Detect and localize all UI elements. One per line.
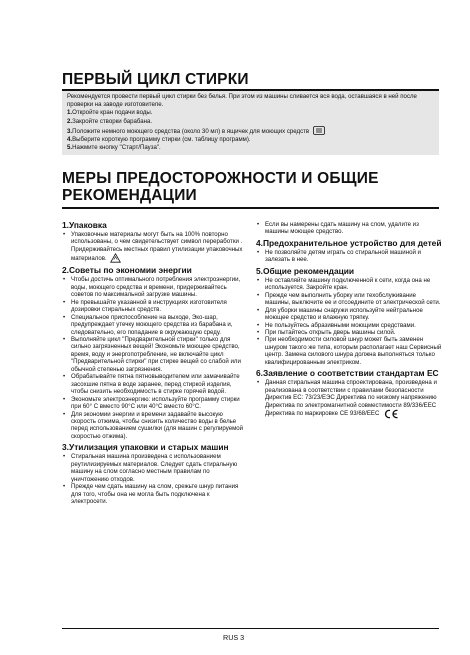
ce-mark-icon [383, 409, 399, 419]
ce-directive-line [256, 409, 442, 419]
disposal-list-continued [256, 221, 442, 236]
detergent-compartment-icon [313, 126, 325, 135]
child-safety-list [256, 249, 442, 264]
list-item: • Обрабатывайте пятна пятновыводителем или замачивайте засохшие пятна в воде заранее, перед стиркой изделия, чтобы снизить необходимость в стирке горячей водой. [62, 373, 244, 395]
step-3: 3.Положите немного моющего средства (около 30 мл) в ящичек для моющих средств [67, 126, 435, 136]
first-wash-title: ПЕРВЫЙ ЦИКЛ СТИРКИ [62, 71, 249, 88]
list-item: • Не оставляйте машину подключенной к сети, когда она не используется. Закройте кран. [256, 277, 442, 292]
list-item: • Прежде чем сдать машину на слом, срежьте шнур питания для того, чтобы она не могла быть подключена к электросети. [62, 483, 244, 505]
list-item: • Данная стиральная машина спроектирована, произведена и реализована в соответствии с правилами безопасности Директив ЕС: 73/23/ЕЭС Директива по низкому напряжению [256, 379, 442, 401]
section-general-title: 5.Общие рекомендации [256, 265, 355, 276]
first-wash-box [62, 91, 439, 155]
section-child-safety-title: 4.Предохранительное устройство для детей [256, 237, 442, 248]
list-item: • Для уборки машины снаружи используйте нейтральное моющее средство и влажную тряпку. [256, 307, 442, 322]
list-item: • Не позволяйте детям играть со стиральной машиной и залезать в нее. [256, 249, 442, 264]
right-column [256, 221, 442, 419]
list-item: • Экономьте электроэнергию: используйте программу стирки при 60° C вместо 90°C или 40°C вместо 60°C. [62, 396, 244, 411]
safety-rule [62, 207, 439, 209]
list-item: • Специальное приспособление на выходе, Эко-шар, предупреждает утечку моющего средства из барабана и, следовательно, его попадание в окружающую среду. [62, 314, 244, 336]
step-5: 5.Нажмите кнопку "Старт/Пауза". [67, 144, 161, 152]
section-ec-title: 6.Заявление о соответствии стандартам ЕС [256, 368, 439, 379]
step-4: 4.Выберите короткую программу стирки (см. таблицу программ). [67, 136, 251, 144]
page-number: RUS 3 [223, 633, 245, 642]
packaging-list [62, 231, 244, 263]
list-item: • Прежде чем выполнить уборку или техобслуживание машины, выключите ее и отсоедините от электрической сети. [256, 292, 442, 307]
list-item: • Не пользуйтесь абразивными моющими средствами. [256, 322, 442, 329]
energy-list [62, 276, 244, 440]
section-energy-title: 2.Советы по экономии энергии [62, 265, 192, 276]
list-item: • Если вы намерены сдать машину на слом, удалите из машины моющее средство. [256, 221, 442, 236]
left-column [62, 218, 244, 506]
footer-rule [62, 628, 439, 629]
step-2: 2.Закройте створки барабана. [67, 117, 153, 125]
list-item: • Чтобы достичь оптимального потребления электроэнергии, воды, моющего средства и времени, придерживайтесь советов по максимальной загрузке машины. [62, 276, 244, 298]
recycle-icon [110, 253, 121, 263]
list-item: • При пытайтесь открыть дверь машины силой. [256, 329, 442, 336]
section-disposal-title: 3.Утилизация упаковки и старых машин [62, 442, 229, 453]
list-item: • Выполняйте цикл "Предварительной стирки" только для сильно загрязненных вещей! Экономьте моющее средство, время, воду и энергопотребление, не включайте цикл "Предварительной стирки" при стирке вещей со слабой или обычной степенью загрязнения. [62, 336, 244, 373]
step-1: 1.Откройте кран подачи воды. [67, 109, 153, 117]
section-packaging-title: 1.Упаковка [62, 220, 107, 230]
list-item: • Стиральная машина произведена с использованием реутилизируемых материалов. Следует сдать стиральную машину на слом согласно местным правилам по уничтожению отходов. [62, 453, 244, 483]
emc-directive: Директива по электромагнитной совместимости 89/336/EEC [265, 401, 437, 409]
list-item: • Упаковочные материалы могут быть на 100% повторно использованы, о чем свидетельствует символ переработки . Придерживайтесь местных правил утилизации упаковочных материалов. [62, 231, 244, 263]
safety-title: МЕРЫ ПРЕДОСТОРОЖНОСТИ И ОБЩИЕ РЕКОМЕНДАЦИИ [62, 170, 379, 204]
general-list [256, 277, 442, 366]
list-item: • Для экономии энергии и времени задавайте высокую скорость отжима, чтобы снизить количество воды в белье перед использованием сушилки (для машин с регулируемой скоростью отжима). [62, 411, 244, 441]
intro-text: Рекомендуется провести первый цикл стирки без белья. При этом из машины сливается вся вода, оставшаяся в ней после проверки на заводе изготовителе. [67, 93, 417, 109]
list-item: • При необходимости силовой шнур может быть заменен шнуром такого же типа, которым располагает наш Сервисный центр. Замена силового шнура должна выполняться только квалифицированным электриком. [256, 336, 442, 366]
list-item: • Не превышайте указанной в инструкциях изготовителя дозировки стиральных средств. [62, 299, 244, 314]
disposal-list [62, 453, 244, 505]
ec-list [256, 379, 442, 401]
ce-directive-text: Директива по маркировке CE 93/68/EEC [265, 410, 380, 418]
